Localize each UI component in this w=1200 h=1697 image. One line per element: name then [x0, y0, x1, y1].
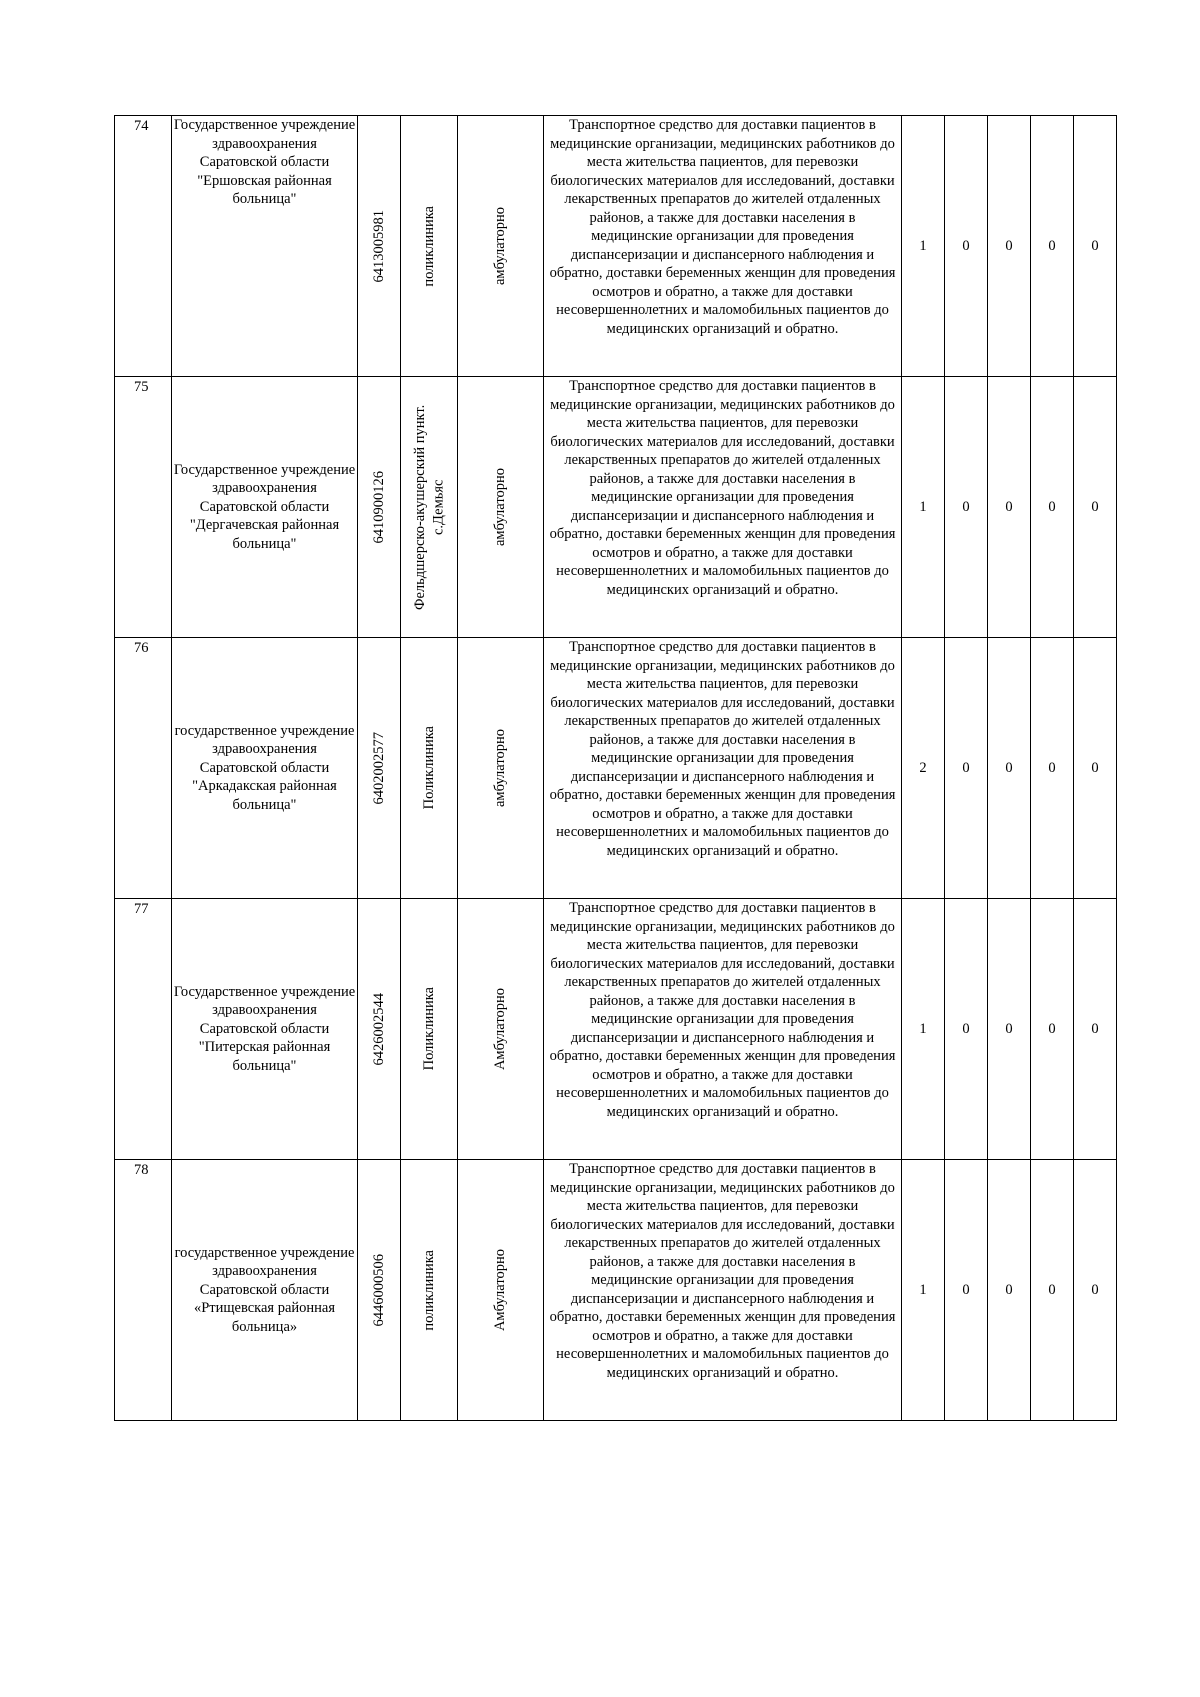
vehicle-description: Транспортное средство для доставки пациентов в медицинские организации, медицинских работников до места жительства пациентов, для перевозки биологических материалов для исследований, доставки лекарственных препаратов до жителей отдаленных районов, а также для доставки населения в медицинские организации для проведения диспансеризации и диспансерного наблюдения и обратно, доставки беременных женщин для проведения осмотров и обратно, а также для доставки несовершеннолетних и маломобильных пациентов до медицинских организаций и обратно. — [544, 377, 902, 638]
inn-value: 6402002577 — [370, 731, 387, 805]
vehicle-description: Транспортное средство для доставки пациентов в медицинские организации, медицинских работников до места жительства пациентов, для перевозки биологических материалов для исследований, доставки лекарственных препаратов до жителей отдаленных районов, а также для доставки населения в медицинские организации для проведения диспансеризации и диспансерного наблюдения и обратно, доставки беременных женщин для проведения осмотров и обратно, а также для доставки несовершеннолетних и маломобильных пациентов до медицинских организаций и обратно. — [544, 1160, 902, 1421]
value-3: 0 — [988, 116, 1031, 377]
inn-value: 6410900126 — [370, 470, 387, 544]
unit-cell — [401, 377, 458, 638]
value-3: 0 — [988, 638, 1031, 899]
unit-value: Фельдшерско-акушерский пункт. с.Демьяс — [411, 404, 446, 610]
care-mode-cell — [458, 899, 544, 1160]
care-mode-cell — [458, 1160, 544, 1421]
value-2: 0 — [945, 377, 988, 638]
inn-value: 6426002544 — [370, 992, 387, 1066]
vehicle-description: Транспортное средство для доставки пациентов в медицинские организации, медицинских работников до места жительства пациентов, для перевозки биологических материалов для исследований, доставки лекарственных препаратов до жителей отдаленных районов, а также для доставки населения в медицинские организации для проведения диспансеризации и диспансерного наблюдения и обратно, доставки беременных женщин для проведения осмотров и обратно, а также для доставки несовершеннолетних и маломобильных пациентов до медицинских организаций и обратно. — [544, 116, 902, 377]
organization-name: государственное учреждение здравоохранения Саратовской области "Аркадакская районная больница" — [172, 638, 358, 899]
table-row — [115, 1160, 1117, 1421]
inn-value: 6446000506 — [370, 1253, 387, 1327]
value-3: 0 — [988, 1160, 1031, 1421]
value-1: 1 — [902, 1160, 945, 1421]
value-2: 0 — [945, 116, 988, 377]
care-mode-value: Амбулаторно — [492, 987, 509, 1071]
table-row — [115, 116, 1117, 377]
unit-cell — [401, 638, 458, 899]
care-mode-value: амбулаторно — [492, 467, 509, 546]
organization-name: Государственное учреждение здравоохранения Саратовской области "Дергачевская районная больница" — [172, 377, 358, 638]
value-2: 0 — [945, 899, 988, 1160]
value-4: 0 — [1031, 899, 1074, 1160]
value-3: 0 — [988, 377, 1031, 638]
row-number: 76 — [115, 638, 172, 899]
organization-name: государственное учреждение здравоохранения Саратовской области «Ртищевская районная больница» — [172, 1160, 358, 1421]
value-3: 0 — [988, 899, 1031, 1160]
row-number: 78 — [115, 1160, 172, 1421]
unit-cell — [401, 1160, 458, 1421]
care-mode-cell — [458, 377, 544, 638]
care-mode-value: амбулаторно — [492, 728, 509, 807]
value-5: 0 — [1074, 638, 1117, 899]
unit-value: Поликлиника — [420, 726, 437, 810]
vehicle-description: Транспортное средство для доставки пациентов в медицинские организации, медицинских работников до места жительства пациентов, для перевозки биологических материалов для исследований, доставки лекарственных препаратов до жителей отдаленных районов, а также для доставки населения в медицинские организации для проведения диспансеризации и диспансерного наблюдения и обратно, доставки беременных женщин для проведения осмотров и обратно, а также для доставки несовершеннолетних и маломобильных пациентов до медицинских организаций и обратно. — [544, 899, 902, 1160]
value-1: 1 — [902, 377, 945, 638]
care-mode-value: Амбулаторно — [492, 1248, 509, 1332]
inn-cell — [358, 899, 401, 1160]
inn-value: 6413005981 — [370, 209, 387, 283]
institutions-table — [114, 115, 1117, 1421]
unit-cell — [401, 116, 458, 377]
unit-value: Поликлиника — [420, 987, 437, 1071]
table-row — [115, 377, 1117, 638]
row-number: 74 — [115, 116, 172, 377]
value-5: 0 — [1074, 899, 1117, 1160]
value-5: 0 — [1074, 377, 1117, 638]
care-mode-value: амбулаторно — [492, 206, 509, 285]
unit-value: поликлиника — [420, 1249, 437, 1331]
value-4: 0 — [1031, 638, 1074, 899]
inn-cell — [358, 116, 401, 377]
care-mode-cell — [458, 638, 544, 899]
organization-name: Государственное учреждение здравоохранения Саратовской области "Питерская районная больница" — [172, 899, 358, 1160]
value-1: 2 — [902, 638, 945, 899]
inn-cell — [358, 377, 401, 638]
value-4: 0 — [1031, 1160, 1074, 1421]
row-number: 75 — [115, 377, 172, 638]
value-5: 0 — [1074, 116, 1117, 377]
value-2: 0 — [945, 638, 988, 899]
table-row — [115, 638, 1117, 899]
value-4: 0 — [1031, 116, 1074, 377]
inn-cell — [358, 1160, 401, 1421]
value-1: 1 — [902, 899, 945, 1160]
inn-cell — [358, 638, 401, 899]
organization-name: Государственное учреждение здравоохранения Саратовской области "Ершовская районная больница" — [172, 116, 358, 377]
value-2: 0 — [945, 1160, 988, 1421]
value-1: 1 — [902, 116, 945, 377]
unit-cell — [401, 899, 458, 1160]
vehicle-description: Транспортное средство для доставки пациентов в медицинские организации, медицинских работников до места жительства пациентов, для перевозки биологических материалов для исследований, доставки лекарственных препаратов до жителей отдаленных районов, а также для доставки населения в медицинские организации для проведения диспансеризации и диспансерного наблюдения и обратно, доставки беременных женщин для проведения осмотров и обратно, а также для доставки несовершеннолетних и маломобильных пациентов до медицинских организаций и обратно. — [544, 638, 902, 899]
value-5: 0 — [1074, 1160, 1117, 1421]
unit-value: поликлиника — [420, 205, 437, 287]
table-row — [115, 899, 1117, 1160]
value-4: 0 — [1031, 377, 1074, 638]
row-number: 77 — [115, 899, 172, 1160]
care-mode-cell — [458, 116, 544, 377]
